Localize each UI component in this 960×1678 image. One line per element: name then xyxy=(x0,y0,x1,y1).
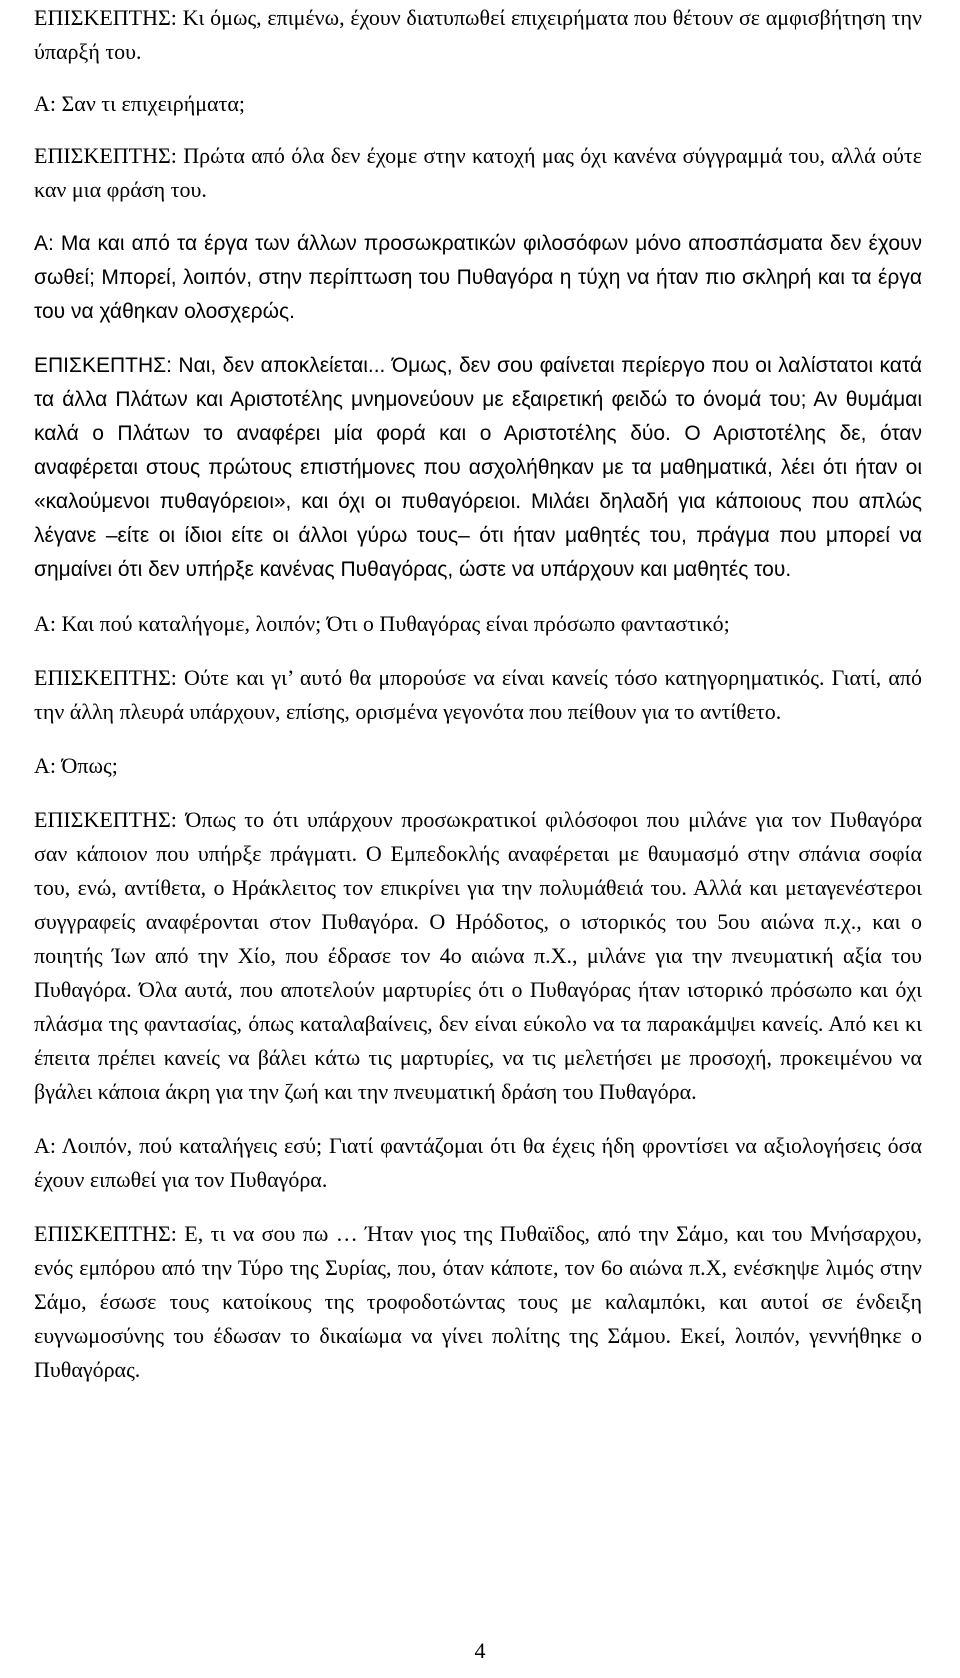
paragraph-a-fictional-person: Α: Και πού καταλήγομε, λοιπόν; Ότι ο Πυθαγόρας είναι πρόσωπο φανταστικό; xyxy=(34,611,730,636)
paragraph-visitor-no-writings: ΕΠΙΣΚΕΠΤΗΣ: Πρώτα από όλα δεν έχομε στην κατοχή μας όχι κανένα σύγγραμμά του, αλλά ούτε καν μια φράση του. xyxy=(34,143,922,202)
paragraph-a-conclusion: Α: Λοιπόν, πού καταλήγεις εσύ; Γιατί φαντάζομαι ότι θα έχεις ήδη φροντίσει να αξιολογήσεις όσα έχουν ειπωθεί για τον Πυθαγόρα. xyxy=(34,1133,922,1192)
page-number: 4 xyxy=(474,1638,486,1663)
paragraph-a-such-as: Α: Όπως; xyxy=(34,753,118,778)
paragraph-visitor-biography: ΕΠΙΣΚΕΠΤΗΣ: Ε, τι να σου πω … Ήταν γιος της Πυθαϊδος, από την Σάμο, και του Μνήσαρχου, ενός εμπόρου από την Τύρο της Συρίας, που, όταν κάποτε, τον 6ο αιώνα π.Χ, ενέσκηψε λιμός στην Σάμο, έσωσε τους κατοίκους της τροφοδοτώντας τους με καλαμπόκι, και αυτοί σε ένδειξη ευγνωμοσύνης του έδωσαν το δικαίωμα να γίνει πολίτης της Σάμου. Εκεί, λοιπόν, γεννήθηκε ο Πυθαγόρας. xyxy=(34,1221,922,1382)
paragraph-a-presocratics: Α: Μα και από τα έργα των άλλων προσωκρατικών φιλοσόφων μόνο αποσπάσματα δεν έχουν σωθεί; Μπορεί, λοιπόν, στην περίπτωση του Πυθαγόρα η τύχη να ήταν πιο σκληρή και τα έργα του να χάθηκαν ολοσχερώς. xyxy=(34,232,922,323)
paragraph-visitor-plato-aristotle: ΕΠΙΣΚΕΠΤΗΣ: Ναι, δεν αποκλείεται... Όμως, δεν σου φαίνεται περίεργο που οι λαλίστατοι κατά τα άλλα Πλάτων και Αριστοτέλης μνημονεύουν με εξαιρετική φειδώ το όνομά του; Αν θυμάμαι καλά ο Πλάτων το αναφέρει μία φορά και ο Αριστοτέλης δύο. Ο Αριστοτέλης δε, όταν αναφέρεται στους πρώτους επιστήμονες που ασχολήθηκαν με τα μαθηματικά, λέει ότι ήταν οι «καλούμενοι πυθαγόρειοι», και όχι οι πυθαγόρειοι. Μιλάει δηλαδή για κάποιους που απλώς λέγανε –είτε οι ίδιοι είτε οι άλλοι γύρω τους– ότι ήταν μαθητές του, πράγμα που μπορεί να σημαίνει ότι δεν υπήρξε κανένας Πυθαγόρας, ώστε να υπάρχουν και μαθητές του. xyxy=(34,354,922,581)
paragraph-a-question: Α: Σαν τι επιχειρήματα; xyxy=(34,91,246,116)
paragraph-visitor-testimonies: ΕΠΙΣΚΕΠΤΗΣ: Όπως το ότι υπάρχουν προσωκρατικοί φιλόσοφοι που μιλάνε για τον Πυθαγόρα σαν κάποιον που υπήρξε πράγματι. Ο Εμπεδοκλής αναφέρεται με θαυμασμό στην σπάνια σοφία του, ενώ, αντίθετα, ο Ηράκλειτος τον επικρίνει για την πολυμάθειά του. Αλλά και μεταγενέστεροι συγγραφείς αναφέρονται στον Πυθαγόρα. Ο Ηρόδοτος, ο ιστορικός του 5ου αιώνα π.χ., και ο ποιητής Ίων από την Χίο, που έδρασε τον 4ο αιώνα π.Χ., μιλάνε για την πνευματική αξία του Πυθαγόρα. Όλα αυτά, που αποτελούν μαρτυρίες ότι ο Πυθαγόρας ήταν ιστορικό πρόσωπο και όχι πλάσμα της φαντασίας, όπως καταλαβαίνεις, δεν είναι εύκολο να τα παρακάμψει κανείς. Από κει κι έπειτα πρέπει κανείς να βάλει κάτω τις μαρτυρίες, να τις μελετήσει με προσοχή, προκειμένου να βγάλει κάποια άκρη για την ζωή και την πνευματική δράση του Πυθαγόρα. xyxy=(34,807,922,1104)
paragraph-visitor-not-categorical: ΕΠΙΣΚΕΠΤΗΣ: Ούτε και γι’ αυτό θα μπορούσε να είναι κανείς τόσο κατηγορηματικός. Γιατί, από την άλλη πλευρά υπάρχουν, επίσης, ορισμένα γεγονότα που πείθουν για το αντίθετο. xyxy=(34,665,922,724)
document-page xyxy=(34,0,922,1387)
paragraph-visitor-arguments: ΕΠΙΣΚΕΠΤΗΣ: Κι όμως, επιμένω, έχουν διατυπωθεί επιχειρήματα που θέτουν σε αμφισβήτηση την ύπαρξή του. xyxy=(34,5,922,64)
